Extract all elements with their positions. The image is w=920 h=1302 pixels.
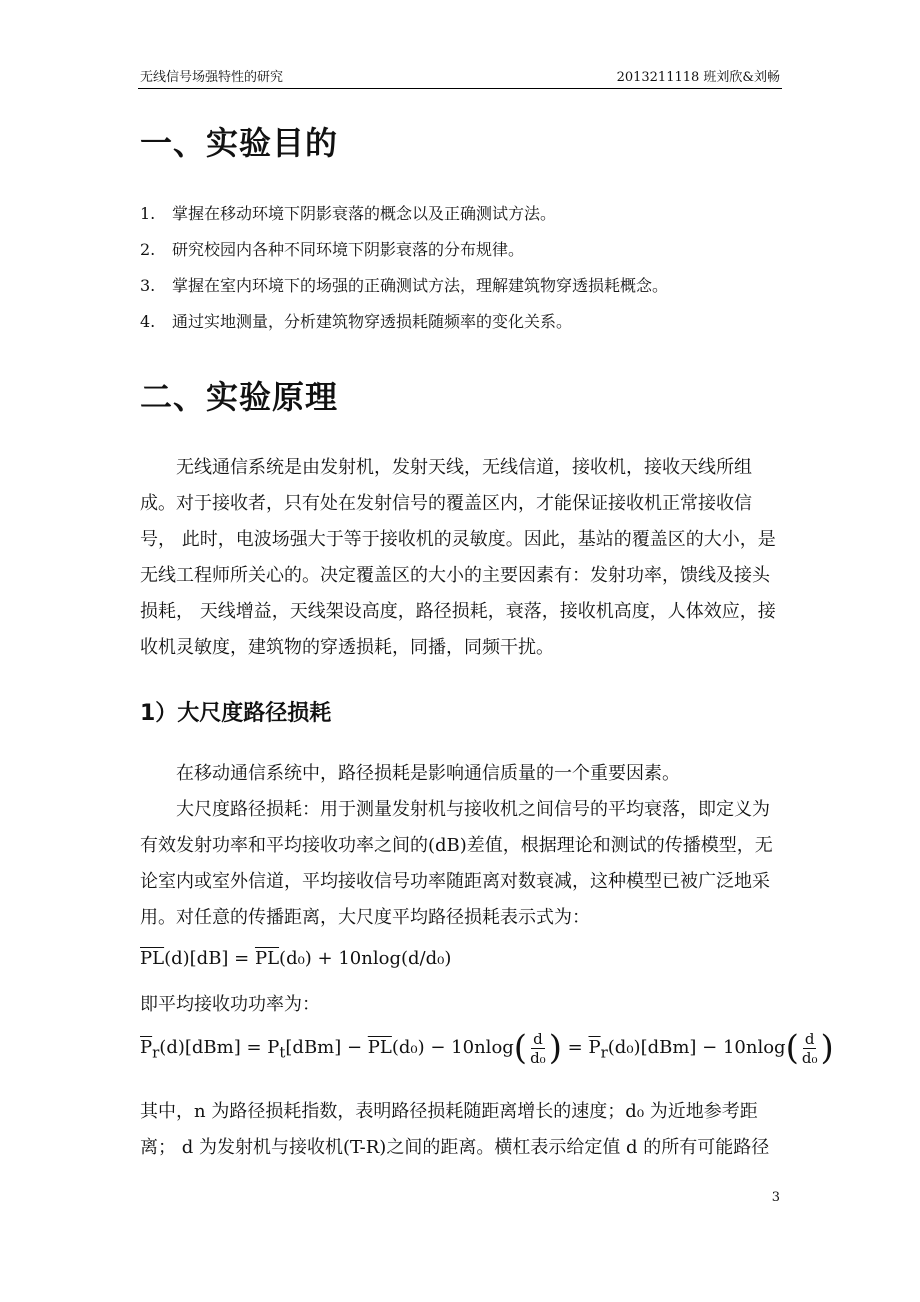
list-item <box>140 268 780 304</box>
fraction <box>799 1030 821 1067</box>
list-item <box>140 196 780 232</box>
section-heading-principle: 二、实验原理 <box>140 378 339 416</box>
list-item <box>140 232 780 268</box>
list-item-number: 1. <box>140 204 156 223</box>
list-item-text: 研究校园内各种不同环境下阴影衰落的分布规律。 <box>172 240 525 259</box>
running-header-authors: 2013211118 班刘欣&刘畅 <box>616 70 780 85</box>
list-item-number: 3. <box>140 276 156 295</box>
right-paren: ) <box>548 1028 562 1068</box>
principle-paragraph: 无线通信系统是由发射机，发射天线，无线信道，接收机，接收天线所组成。对于接收者，只有处在发射信号的覆盖区内，才能保证接收机正常接收信号， 此时，电波场强大于等于接收机的灵敏度。因此，基站的覆盖区的大小，是无线工程师所关心的。决定覆盖区的大小的主要因素有：发射功率，馈线及接头损耗， 天线增益，天线架设高度，路径损耗，衰落，接收机高度，人体效应，接收机灵敏度，建筑物的穿透损耗，同播，同频干扰。 <box>140 457 776 658</box>
received-power-intro: 即平均接收功功率为： <box>140 994 320 1015</box>
subsection-heading-path-loss: 1）大尺度路径损耗 <box>140 701 332 726</box>
running-header-title: 无线信号场强特性的研究 <box>140 70 284 85</box>
list-item <box>140 304 780 340</box>
formula-part: (d₀) − 10nlog <box>391 1037 514 1058</box>
right-paren: ) <box>820 1028 834 1068</box>
formula-p-symbol: $\overline{P}$ <box>140 1037 153 1058</box>
left-paren: ( <box>513 1028 528 1068</box>
path-loss-definition: 大尺度路径损耗：用于测量发射机与接收机之间信号的平均衰落，即定义为有效发射功率和平均接收功率之间的(dB)差值，根据理论和测试的传播模型，无论室内或室外信道，平均接收信号功率随距离对数衰减，这种模型已被广泛地采用。对任意的传播距离，大尺度平均路径损耗表示式为： <box>140 799 773 928</box>
formula-part: [dBm] − <box>285 1037 368 1058</box>
formula-part: (d₀)[dBm] − 10nlog <box>607 1037 786 1058</box>
fraction-numerator: d <box>533 1029 543 1048</box>
formula-subscript: r <box>600 1043 608 1062</box>
formula-pl-symbol: $\overline{PL}$ <box>254 948 280 969</box>
fraction-denominator: d₀ <box>801 1048 818 1067</box>
formula-received-power <box>140 1028 834 1068</box>
fraction-numerator: d <box>804 1029 815 1048</box>
header-rule <box>138 88 782 89</box>
path-loss-intro: 在移动通信系统中，路径损耗是影响通信质量的一个重要因素。 <box>176 763 680 784</box>
list-item-number: 2. <box>140 240 156 259</box>
formula-subscript: t <box>279 1043 286 1062</box>
purpose-list <box>140 196 780 340</box>
section-heading-purpose: 一、实验目的 <box>140 124 339 162</box>
list-item-number: 4. <box>140 312 156 331</box>
list-item-text: 掌握在移动环境下阴影衰落的概念以及正确测试方法。 <box>172 204 557 223</box>
fraction-denominator: d₀ <box>530 1048 546 1067</box>
formula-p-symbol: $\overline{P}$ <box>588 1037 601 1058</box>
formula-pl-symbol: $\overline{PL}$ <box>367 1037 392 1058</box>
left-paren: ( <box>785 1028 799 1068</box>
formula-rhs: (d₀) + 10nlog(d/d₀) <box>279 948 452 969</box>
formula-part: = <box>561 1037 589 1058</box>
formula-subscript: r <box>152 1043 160 1062</box>
page-number: 3 <box>771 1190 780 1205</box>
fraction <box>527 1030 549 1067</box>
list-item-text: 通过实地测量，分析建筑物穿透损耗随频率的变化关系。 <box>172 312 573 331</box>
list-item-text: 掌握在室内环境下的场强的正确测试方法，理解建筑物穿透损耗概念。 <box>172 276 669 295</box>
formula-lhs: (d)[dB] = <box>164 948 255 969</box>
formula-path-loss <box>140 948 451 969</box>
formula-part: (d)[dBm] = P <box>159 1037 280 1058</box>
formula-pl-symbol: $\overline{PL}$ <box>140 948 165 969</box>
path-loss-explanation: 其中，n 为路径损耗指数，表明路径损耗随距离增长的速度；d₀ 为近地参考距离； d 为发射机与接收机(T-R)之间的距离。横杠表示给定值 d 的所有可能路径 <box>140 1101 770 1158</box>
